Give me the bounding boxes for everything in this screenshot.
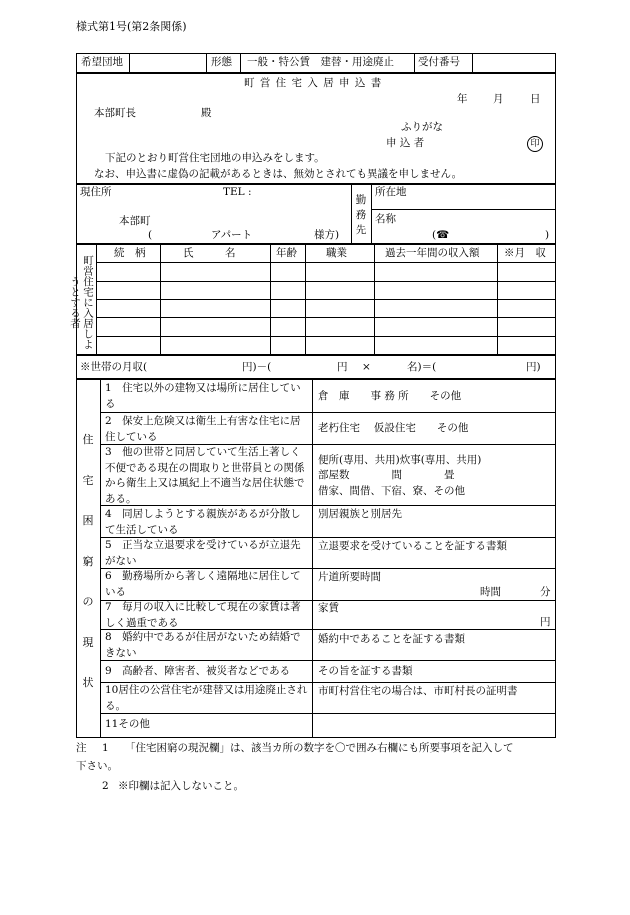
hardship-row-6-detail[interactable]: 片道所要時間 xyxy=(318,571,381,583)
date-year[interactable]: 年 xyxy=(457,93,468,105)
applicant-name-field[interactable] xyxy=(440,133,525,151)
note-1-number: 1 xyxy=(102,742,109,754)
monthly-income-yen3: 円) xyxy=(526,361,541,373)
hardship-row-6[interactable]: 6 勤務場所から著しく遠隔地に居住している xyxy=(105,570,301,598)
hardship-row-2-detail[interactable]: 老朽住宅 仮設住宅 その他 xyxy=(318,422,469,434)
hardship-row-4[interactable]: 4 同居しようとする親族があるが分散して生活している xyxy=(105,508,301,536)
monthly-income-label: ※世帯の月収( xyxy=(80,361,148,373)
hardship-row-1[interactable]: 1 住宅以外の建物又は場所に居住している xyxy=(105,382,301,410)
hardship-row-10[interactable]: 10居住の公営住宅が建替又は用途廃止される。 xyxy=(105,684,308,712)
note-2-text: ※印欄は記入しないこと。 xyxy=(118,780,244,792)
honorific: 殿 xyxy=(201,107,212,119)
type-label: 形態 xyxy=(211,56,232,68)
monthly-income-yen2: 円 xyxy=(337,361,348,373)
hardship-row-7-yen: 円 xyxy=(540,616,551,628)
statement-2: なお、申込書に虚偽の記載があるときは、無効とされても異議を申しません。 xyxy=(94,168,463,180)
tel-label: TEL : xyxy=(223,186,252,198)
tel-field[interactable] xyxy=(260,185,348,200)
hardship-row-1-detail[interactable]: 倉 庫 事 務 所 その他 xyxy=(318,390,462,402)
receipt-number-field[interactable] xyxy=(474,55,554,71)
hardship-side-label: 住宅困窮の現状 xyxy=(82,433,94,689)
hardship-row-4-detail[interactable]: 別居親族と別居先 xyxy=(318,508,402,520)
hardship-row-10-detail[interactable]: 市町村営住宅の場合は、市町村長の証明書 xyxy=(318,685,518,697)
addressee: 本部町長 xyxy=(94,107,136,119)
col-relation: 続 柄 xyxy=(114,247,146,259)
hardship-row-2[interactable]: 2 保安上危険又は衛生上有害な住宅に居住している xyxy=(105,415,301,443)
note-2-number: 2 xyxy=(102,780,109,792)
hardship-row-9-detail[interactable]: その旨を証する書類 xyxy=(318,665,413,677)
hardship-row-7[interactable]: 7 毎月の収入に比較して現在の家賃は著しく過重である xyxy=(105,601,301,629)
workplace-name-label: 名称 xyxy=(375,213,396,225)
furigana-label: ふりがな xyxy=(401,121,443,133)
desired-site-field[interactable] xyxy=(131,55,204,71)
hardship-row-3[interactable]: 3 他の世帯と同居していて生活上著しく不便である現在の間取りと世帯員との関係から衛生上又は風紀上不適当な居住状態である。 xyxy=(105,446,305,505)
workplace-side-label: 勤務先 xyxy=(355,194,367,236)
applicant-label: 申 込 者 xyxy=(386,137,425,149)
apartment-label: アパート xyxy=(211,229,253,241)
note-1-continued: 下さい。 xyxy=(76,760,118,772)
town-label: 本部町 xyxy=(119,215,151,227)
monthly-income-persons: 名)＝( xyxy=(407,361,437,373)
address-field[interactable] xyxy=(160,212,348,227)
hardship-row-3-detail-3[interactable]: 借家、間借、下宿、寮、その他 xyxy=(318,485,465,497)
hardship-row-7-detail[interactable]: 家賃 xyxy=(318,602,339,614)
col-name: 氏 名 xyxy=(183,247,236,259)
hardship-row-11[interactable]: 11その他 xyxy=(105,718,150,730)
type-options[interactable]: 一般・特公賃 建替・用途廃止 xyxy=(247,56,394,68)
hardship-row-8[interactable]: 8 婚約中であるが住居がないため結婚できない xyxy=(105,631,301,659)
date-day[interactable]: 日 xyxy=(530,93,541,105)
apartment-open: ( xyxy=(148,229,153,241)
col-monthly: ※月 収 xyxy=(504,247,546,259)
notes-label: 注 xyxy=(76,742,87,754)
hardship-row-3-detail-1[interactable]: 便所(専用、共用)炊事(専用、共用) xyxy=(318,454,482,466)
apartment-close: 様方) xyxy=(314,229,340,241)
hardship-row-3-detail-2[interactable]: 部屋数 間 畳 xyxy=(318,469,455,481)
hardship-row-5[interactable]: 5 正当な立退要求を受けているが立退先がない xyxy=(105,539,301,567)
col-income: 過去一年間の収入額 xyxy=(385,247,480,259)
current-address-label: 現住所 xyxy=(80,186,112,198)
desired-site-label: 希望団地 xyxy=(81,56,123,68)
col-occupation: 職業 xyxy=(326,247,347,259)
residents-side-label: 町営住宅に入居しようとする者 xyxy=(69,254,94,350)
form-title: 町 営 住 宅 入 居 申 込 書 xyxy=(244,77,383,89)
col-age: 年齢 xyxy=(276,247,297,259)
form-id: 様式第1号(第2条関係) xyxy=(76,20,187,33)
workplace-location-label: 所在地 xyxy=(375,186,407,198)
statement-1: 下記のとおり町営住宅団地の申込みをします。 xyxy=(105,152,325,164)
workplace-phone-close: ) xyxy=(545,229,550,241)
date-month[interactable]: 月 xyxy=(493,93,504,105)
hardship-row-9[interactable]: 9 高齢者、障害者、被災者などである xyxy=(105,665,291,677)
monthly-income-times: × xyxy=(362,361,371,373)
hardship-row-5-detail[interactable]: 立退要求を受けていることを証する書類 xyxy=(318,540,507,552)
receipt-label: 受付番号 xyxy=(418,56,460,68)
workplace-location-field[interactable] xyxy=(420,186,552,206)
workplace-phone[interactable]: (☎ xyxy=(432,229,450,241)
note-1-text: 「住宅困窮の現況欄」は、該当カ所の数字を〇で囲み右欄にも所要事項を記入して xyxy=(125,742,514,754)
hardship-row-6-hours: 時間 xyxy=(480,586,501,598)
hardship-row-8-detail[interactable]: 婚約中であることを証する書類 xyxy=(318,633,465,645)
monthly-income-row xyxy=(76,355,556,379)
hardship-row-6-minutes: 分 xyxy=(540,586,551,598)
seal-mark: 印 xyxy=(527,136,543,152)
monthly-income-yen1: 円)－( xyxy=(242,361,272,373)
